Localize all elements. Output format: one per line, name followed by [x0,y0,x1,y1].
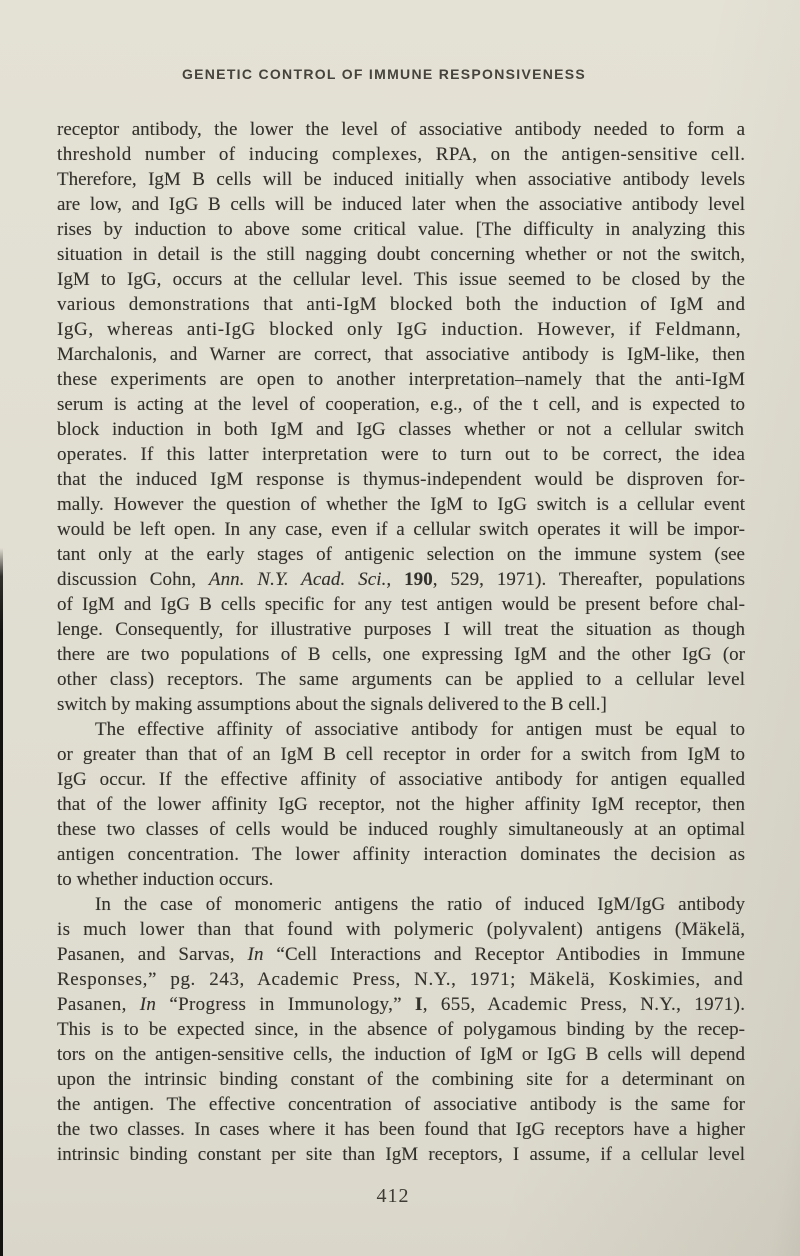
text-line: mally. However the question of whether the IgM to IgG switch is a cellular event [57,494,745,515]
page-number: 412 [376,1185,410,1207]
text-line: block induction in both IgM and IgG classes whether or not a cellular switch [57,419,745,440]
text-line: that the induced IgM response is thymus-independent would be disproven for- [57,469,746,490]
text-line: other class) receptors. The same arguments can be applied to a cellular level [57,669,746,690]
text-line: In the case of monomeric antigens the ratio of induced IgM/IgG antibody [95,894,746,915]
text-line: tant only at the early stages of antigenic selection on the immune system (see [57,544,745,565]
text-line: antigen concentration. The lower affinity interaction dominates the decision as [57,844,746,865]
text-line: switch by making assumptions about the signals delivered to the B cell.] [57,694,607,715]
body-text [57,117,745,1167]
text-line: IgG occur. If the effective affinity of associative antibody for antigen equalled [57,769,746,790]
text-line: the two classes. In cases where it has been found that IgG receptors have a higher [57,1119,745,1140]
text-line: these two classes of cells would be induced roughly simultaneously at an optimal [57,819,745,840]
text-line: situation in detail is the still nagging doubt concerning whether or not the switch, [57,244,745,265]
text-line: The effective affinity of associative antibody for antigen must be equal to [95,719,746,740]
text-line: Marchalonis, and Warner are correct, that associative antibody is IgM-like, then [57,344,746,365]
text-line: IgM to IgG, occurs at the cellular level. This issue seemed to be closed by the [57,269,745,290]
text-line: receptor antibody, the lower the level of associative antibody needed to form a [57,119,745,140]
text-line: This is to be expected since, in the absence of polygamous binding by the recep- [57,1019,745,1040]
text-line: Responses,” pg. 243, Academic Press, N.Y., 1971; Mäkelä, Koskimies, and [57,969,744,990]
text-line: the antigen. The effective concentration of associative antibody is the same for [57,1094,746,1115]
text-line: rises by induction to above some critical value. [The difficulty in analyzing this [57,219,745,240]
text-line: to whether induction occurs. [57,869,274,890]
text-line: Therefore, IgM B cells will be induced initially when associative antibody levels [57,169,745,190]
text-line: operates. If this latter interpretation were to turn out to be correct, the idea [57,444,746,465]
text-line: intrinsic binding constant per site than IgM receptors, I assume, if a cellular level [57,1144,745,1165]
scan-edge-artifact [0,548,3,1256]
text-line: Pasanen, In “Progress in Immunology,” I, 655, Academic Press, N.Y., 1971). [57,994,746,1015]
text-line: these experiments are open to another interpretation–namely that the anti-IgM [57,369,746,390]
text-line: serum is acting at the level of cooperation, e.g., of the t cell, and is expected to [57,394,745,415]
text-line: IgG, whereas anti-IgG blocked only IgG induction. However, if Feldmann, [57,319,742,340]
text-line: lenge. Consequently, for illustrative purposes I will treat the situation as though [57,619,745,640]
running-head: GENETIC CONTROL OF IMMUNE RESPONSIVENESS [181,66,587,82]
text-line: Pasanen, and Sarvas, In “Cell Interactions and Receptor Antibodies in Immune [57,944,746,965]
text-line: discussion Cohn, Ann. N.Y. Acad. Sci., 190, 529, 1971). Thereafter, populations [57,569,746,590]
text-line: is much lower than that found with polymeric (polyvalent) antigens (Mäkelä, [57,919,746,940]
text-line: threshold number of inducing complexes, RPA, on the antigen-sensitive cell. [57,144,746,165]
text-line: would be left open. In any case, even if a cellular switch operates it will be impor- [57,519,745,540]
text-line: upon the intrinsic binding constant of the combining site for a determinant on [57,1069,746,1090]
text-line: of IgM and IgG B cells specific for any test antigen would be present before chal- [57,594,745,615]
text-line: or greater than that of an IgM B cell receptor in order for a switch from IgM to [57,744,745,765]
text-line: that of the lower affinity IgG receptor, not the higher affinity IgM receptor, then [57,794,745,815]
text-line: are low, and IgG B cells will be induced later when the associative antibody level [57,194,745,215]
text-line: there are two populations of B cells, one expressing IgM and the other IgG (or [57,644,745,665]
text-line: various demonstrations that anti-IgM blocked both the induction of IgM and [57,294,746,315]
text-line: tors on the antigen-sensitive cells, the induction of IgM or IgG B cells will depend [57,1044,745,1065]
